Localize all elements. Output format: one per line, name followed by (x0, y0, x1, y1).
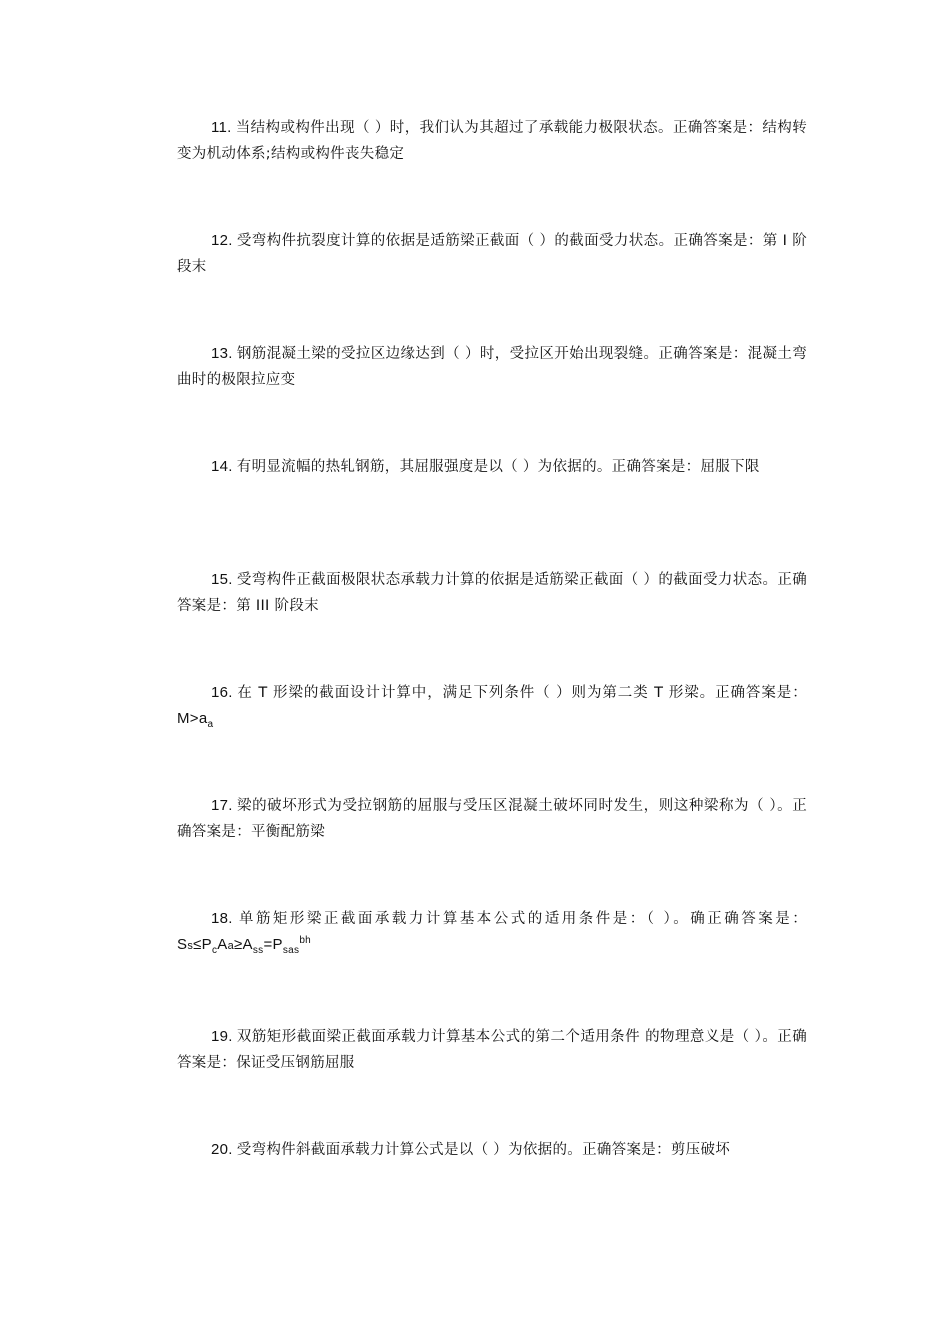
question-text: 当结构或构件出现（ ）时，我们认为其超过了承载能力极限状态。正确答案是：结构转变为机动体系;结构或构件丧失稳定 (177, 120, 807, 162)
question-15 (177, 567, 807, 619)
formula-part: =P (263, 936, 283, 953)
question-text: 受弯构件抗裂度计算的依据是适筋梁正截面（ ）的截面受力状态。正确答案是：第 I 阶段末 (177, 233, 807, 275)
formula-part: ≤P (193, 936, 212, 953)
question-12 (177, 228, 807, 280)
formula-part: S (177, 936, 188, 953)
formula-subscript: c (211, 945, 218, 956)
question-20 (177, 1137, 807, 1163)
question-text: 双筋矩形截面梁正截面承载力计算基本公式的第二个适用条件 的物理意义是（ ）。正确答案是：保证受压钢筋屈服 (177, 1029, 807, 1071)
question-text: 单筋矩形梁正截面承载力计算基本公式的适用条件是：（ ）。确正确答案是： (236, 911, 807, 927)
question-number: 19. (211, 1028, 233, 1045)
question-16 (177, 680, 807, 732)
question-14 (177, 454, 807, 480)
question-11 (177, 115, 807, 167)
question-text: 受弯构件斜截面承载力计算公式是以（ ）为依据的。正确答案是：剪压破坏 (236, 1142, 731, 1158)
question-number: 11. (211, 119, 232, 136)
question-number: 12. (211, 232, 233, 249)
question-19 (177, 1024, 807, 1076)
question-text: 有明显流幅的热轧钢筋，其屈服强度是以（ ）为依据的。正确答案是：屈服下限 (236, 459, 760, 475)
answer-formula: M>a (177, 710, 208, 727)
question-number: 20. (211, 1141, 233, 1158)
question-number: 18. (211, 910, 233, 927)
formula-subscript: sas (282, 945, 300, 956)
question-number: 15. (211, 571, 233, 588)
question-number: 13. (211, 345, 233, 362)
question-text: 钢筋混凝土梁的受拉区边缘达到（ ）时，受拉区开始出现裂缝。正确答案是：混凝土弯曲时的极限拉应变 (177, 346, 807, 388)
question-text: 在 T 形梁的截面设计计算中，满足下列条件（ ）则为第二类 T 形梁。正确答案是： (236, 685, 807, 701)
formula-small: s (187, 940, 194, 952)
question-text: 受弯构件正截面极限状态承载力计算的依据是适筋梁正截面（ ）的截面受力状态。正确答案是：第 III 阶段末 (177, 572, 807, 614)
formula-superscript: bh (299, 935, 312, 946)
question-number: 14. (211, 458, 233, 475)
question-13 (177, 341, 807, 393)
formula-subscript: a (207, 719, 214, 730)
question-number: 16. (211, 684, 233, 701)
formula-small: a (227, 940, 235, 952)
formula-subscript: ss (252, 945, 264, 956)
question-text: 梁的破坏形式为受拉钢筋的屈服与受压区混凝土破坏同时发生，则这种梁称为（ ）。正确答案是：平衡配筋梁 (177, 798, 807, 840)
formula-part: A (217, 936, 228, 953)
question-17 (177, 793, 807, 845)
question-18 (177, 906, 807, 959)
formula-part: ≥A (234, 936, 253, 953)
question-number: 17. (211, 797, 233, 814)
